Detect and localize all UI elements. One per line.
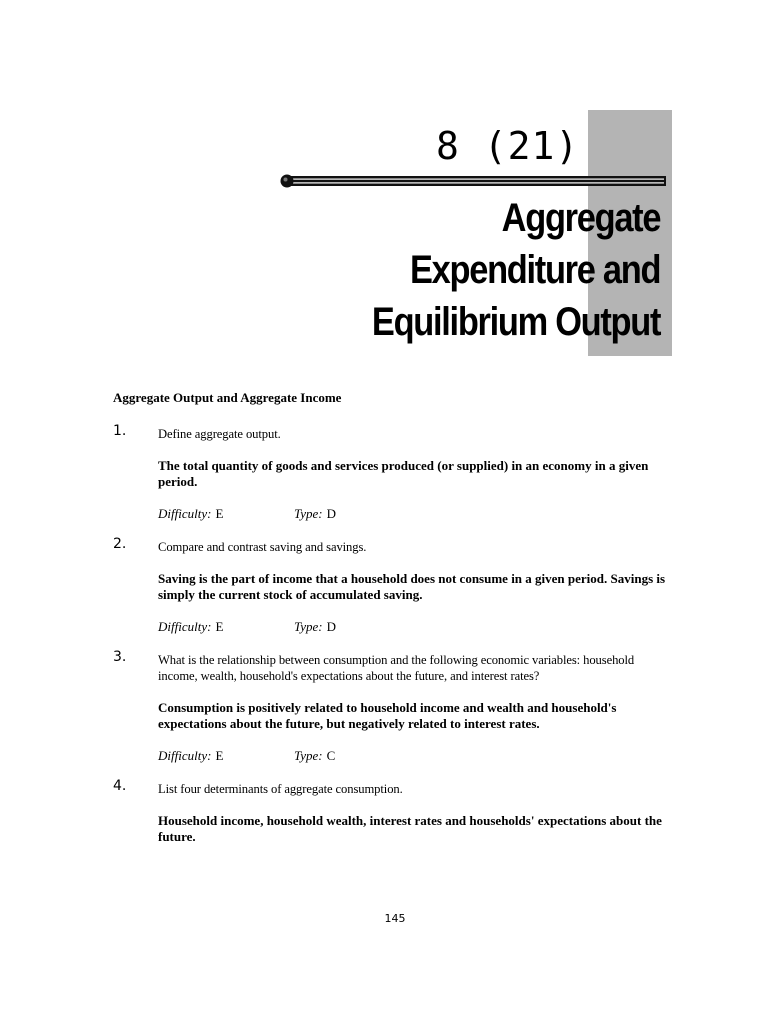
document-body [113,390,673,861]
question-number: 4. [113,778,127,794]
difficulty [158,506,294,522]
type [294,619,336,635]
page-number: 145 [384,912,406,925]
difficulty [158,619,294,635]
chapter-number: 8 (21) [436,124,580,168]
question-meta [158,506,673,522]
type-value: D [326,506,337,521]
difficulty-value: E [215,619,224,634]
chapter-title-line-2: Expenditure and [409,248,660,292]
question-text: What is the relationship between consumption and the following economic variables: household income, wealth, household's expectations about the future, and interest rates? [158,652,635,683]
question-number: 1. [113,423,127,439]
answer-text: Household income, household wealth, interest rates and households' expectations about the future. [158,813,662,844]
question-4 [113,778,673,845]
question-text: List four determinants of aggregate consumption. [158,781,403,796]
type [294,748,335,764]
type-label: Type: [294,619,323,634]
question-meta [158,748,673,764]
answer-text: The total quantity of goods and services produced (or supplied) in an economy in a given period. [158,458,649,489]
question-2 [113,536,673,635]
chapter-title [372,192,660,348]
type [294,506,336,522]
difficulty-label: Difficulty: [158,619,212,634]
chapter-title-line-1: Aggregate [501,196,660,240]
question-meta [158,619,673,635]
answer-text: Saving is the part of income that a household does not consume in a given period. Savings is simply the current stock of accumulated saving. [158,571,666,602]
question-number: 3. [113,649,127,665]
chapter-title-rule [280,174,666,188]
question-text: Compare and contrast saving and savings. [158,539,367,554]
difficulty [158,748,294,764]
type-label: Type: [294,748,323,763]
type-value: D [326,619,337,634]
question-number: 2. [113,536,127,552]
chapter-title-line-3: Equilibrium Output [371,300,660,344]
section-heading: Aggregate Output and Aggregate Income [113,390,342,405]
difficulty-value: E [215,506,224,521]
question-text: Define aggregate output. [158,426,281,441]
difficulty-label: Difficulty: [158,506,212,521]
question-3 [113,649,673,764]
answer-text: Consumption is positively related to household income and wealth and household's expectations about the future, but negatively related to interest rates. [158,700,617,731]
difficulty-label: Difficulty: [158,748,212,763]
type-label: Type: [294,506,323,521]
question-1 [113,423,673,522]
difficulty-value: E [215,748,224,763]
type-value: C [326,748,336,763]
